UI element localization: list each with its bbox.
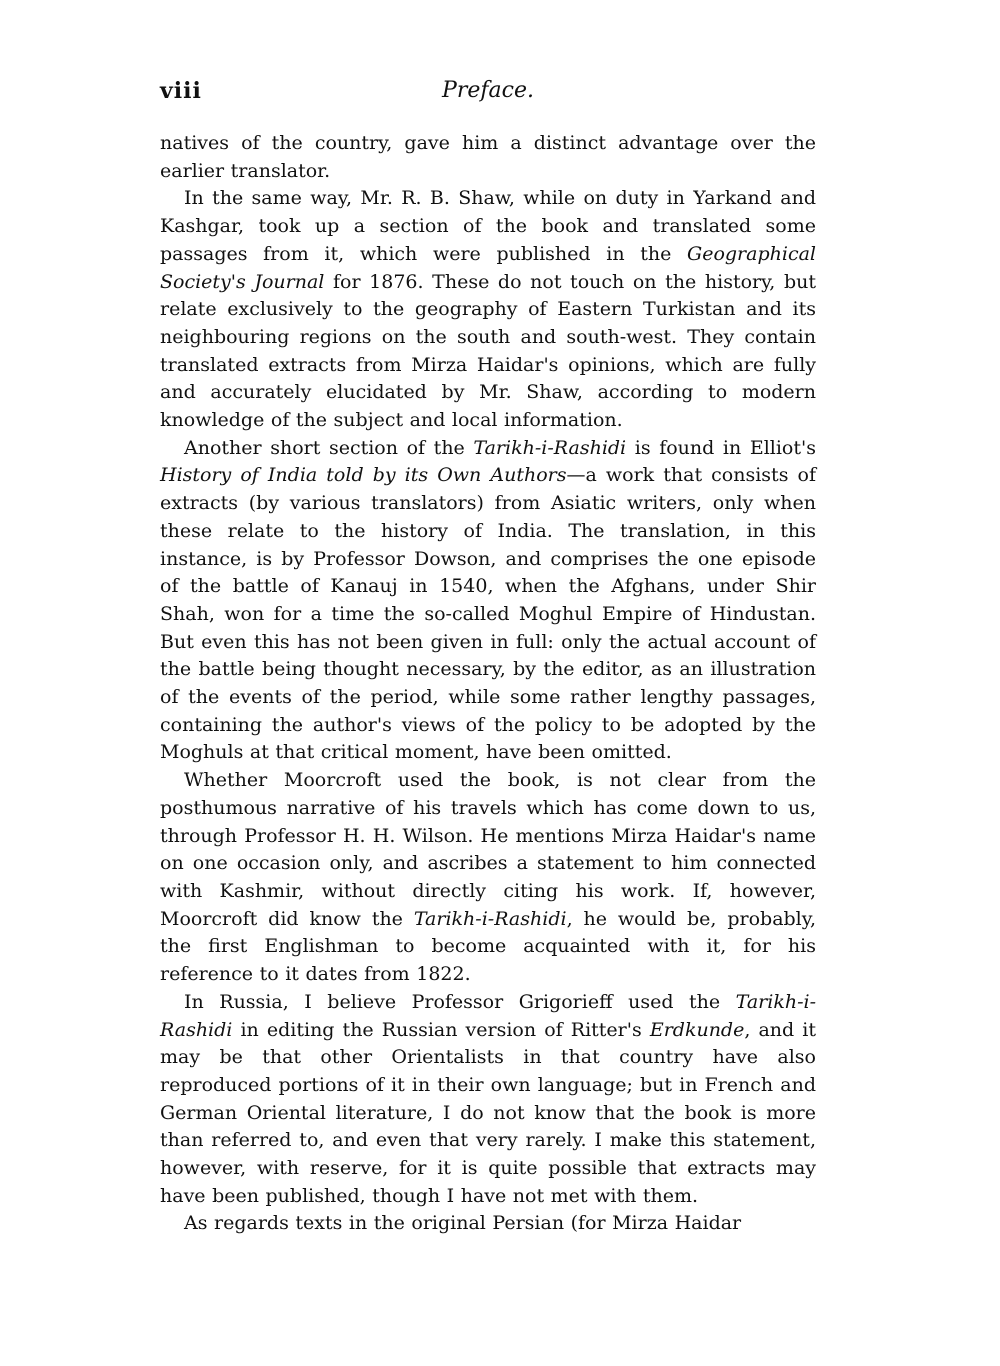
paragraph-1 (160, 130, 816, 185)
text-segment: In the same way, Mr. R. B. Shaw, while on duty in Yarkand and Kashgar, took up a section of the book and translated some passages from it, which were published in the (160, 187, 816, 265)
text-segment: As regards texts in the original Persian (for Mirza Haidar (184, 1212, 742, 1235)
paragraph-6 (160, 1210, 816, 1238)
text-segment: for 1876. These do not touch on the history, but relate exclusively to the geography of Eastern Turkistan and its neighbouring regions on the south and south-west. They contain translated extracts from Mirza Haidar's opinions, which are fully and accurately elucidated by Mr. Shaw, according to modern knowledge of the subject and local information. (160, 270, 816, 432)
text-segment: , and it may be that other Orientalists in that country have also reproduced portions of it in their own language; but in French and German Oriental literature, I do not know that the book is more than referred to, and even that very rarely. I make this statement, however, with reserve, for it is quite possible that extracts may have been published, though I have not met with them. (160, 1018, 817, 1207)
paragraph-3 (160, 435, 816, 767)
paragraph-2 (160, 185, 816, 434)
book-title: Tarikh-i-Rashidi (473, 436, 627, 459)
paragraph-5 (160, 989, 816, 1211)
text-segment: in editing the Russian version of Ritter's (232, 1018, 650, 1041)
book-title: History of India told by its Own Authors (160, 464, 567, 487)
text-segment: is found in Elliot's (626, 436, 816, 459)
text-segment: , he would be, probably, the first Englishman to become acquainted with it, for his reference to it dates from 1822. (160, 907, 817, 986)
book-title: Tarikh-i-Rashidi (413, 907, 567, 930)
text-segment: —a work that consists of extracts (by various translators) from Asiatic writers, only when these relate to the history of India. The translation, in this instance, is by Professor Dowson, and comprises the one episode of the battle of Kanauj in 1540, when the Afghans, under Shir Shah, won for a time the so-called Moghul Empire of Hindustan. But even this has not been given in full: only the actual account of the battle being thought necessary, by the editor, as an illustration of the events of the period, while some rather lengthy passages, containing the author's views of the policy to be adopted by the Moghuls at that critical moment, have been omitted. (160, 464, 816, 764)
book-page (160, 78, 816, 1238)
journal-title: Geographical Society's Journal (160, 242, 816, 293)
running-title: Preface. (442, 78, 534, 103)
text-segment: Whether Moorcroft used the book, is not clear from the posthumous narrative of his travels which has come down to us, through Professor H. H. Wilson. He mentions Mirza Haidar's name on one occasion only, and ascribes a statement to him connected with Kashmir, without directly citing his work. If, however, Moorcroft did know the (160, 769, 816, 930)
text-segment: Another short section of the (184, 436, 474, 459)
book-title: Tarikh-i-Rashidi (160, 990, 816, 1041)
paragraph-4 (160, 767, 816, 989)
body-text (160, 130, 816, 1238)
text-segment: natives of the country, gave him a distinct advantage over the earlier translator. (160, 132, 816, 182)
page-header (160, 78, 816, 110)
text-segment: In Russia, I believe Professor Grigorieff used the (184, 990, 736, 1013)
page-number: viii (160, 78, 202, 104)
book-title: Erdkunde (649, 1018, 745, 1041)
